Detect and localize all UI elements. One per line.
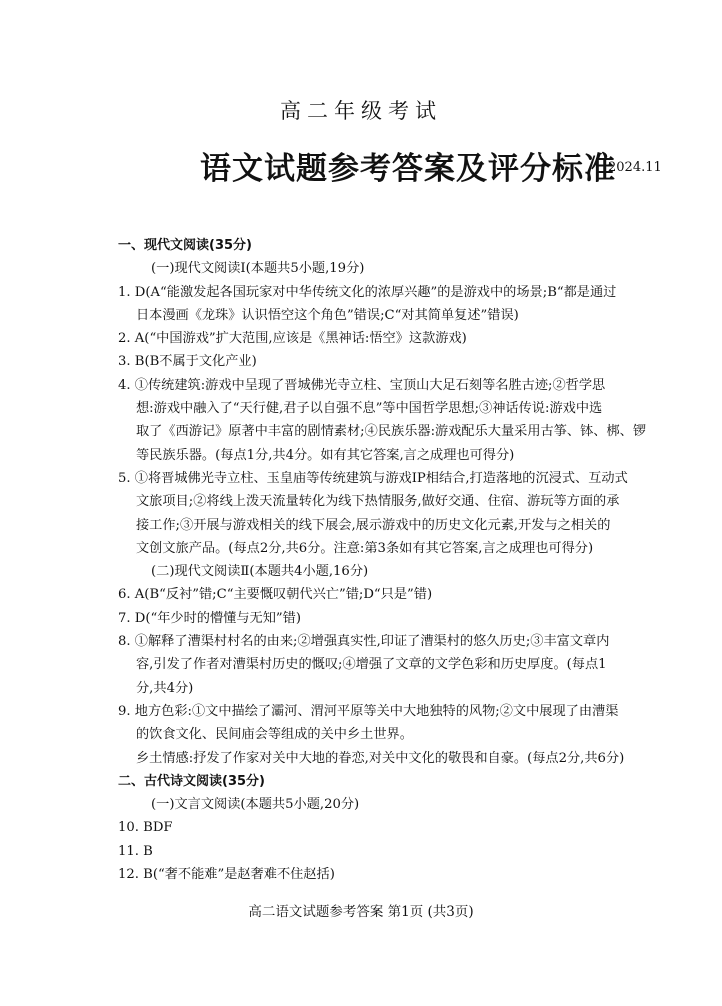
answer-line: 8. ①解释了漕渠村村名的由来;②增强真实性,印证了漕渠村的悠久历史;③丰富文章内 [118,634,610,650]
answer-line: 5. ①将晋城佛光寺立柱、玉皇庙等传统建筑与游戏IP相结合,打造落地的沉浸式、互动式 [118,470,628,486]
answer-line: 想:游戏中融入了“天行健,君子以自强不息”等中国哲学思想;③神话传说:游戏中选 [136,401,603,417]
section-heading: 一、现代文阅读(35分) [118,238,252,253]
answer-line: 10. BDF [118,820,173,836]
subsection-heading: (一)现代文阅读Ⅰ(本题共5小题,19分) [151,261,365,277]
section-heading: 二、古代诗文阅读(35分) [118,773,265,789]
answer-line: 9. 地方色彩:①文中描绘了灞河、渭河平原等关中大地独特的风物;②文中展现了由漕渠 [118,703,619,719]
answer-line: 的饮食文化、民间庙会等组成的关中乡土世界。 [136,727,413,743]
answer-line: 4. ①传统建筑:游戏中呈现了晋城佛光寺立柱、宝顶山大足石刻等名胜古迹;②哲学思 [118,377,606,393]
exam-subtitle: 高二年级考试 [280,99,442,123]
answer-line: 取了《西游记》原著中丰富的剧情素材;④民族乐器:游戏配乐大量采用古筝、钵、梆、锣 [136,424,647,440]
answer-line: 11. B [118,843,153,859]
answer-line: 文旅项目;②将线上泼天流量转化为线下热情服务,做好交通、住宿、游玩等方面的承 [136,494,620,510]
page-footer: 高二语文试题参考答案 第1页 (共3页) [248,904,474,920]
answer-line: 等民族乐器。(每点1分,共4分。如有其它答案,言之成理也可得分) [136,447,515,463]
answer-line: 容,引发了作者对漕渠村历史的慨叹;④增强了文章的文学色彩和历史厚度。(每点1 [136,657,607,673]
answer-line: 乡土情感:抒发了作家对关中大地的眷恋,对关中文化的敬畏和自豪。(每点2分,共6分) [136,750,625,766]
answer-content [118,234,658,886]
answer-line: 2. A(“中国游戏”扩大范围,应该是《黑神话:悟空》这款游戏) [118,331,467,347]
answer-line: 接工作;③开展与游戏相关的线下展会,展示游戏中的历史文化元素,开发与之相关的 [136,517,611,533]
answer-line: 1. D(A“能激发起各国玩家对中华传统文化的浓厚兴趣”的是游戏中的场景;B“都是通过 [118,284,617,300]
answer-line: 12. B(“奢不能难”是赵奢难不住赵括) [118,867,335,883]
answer-line: 分,共4分) [136,680,194,696]
answer-line: 日本漫画《龙珠》认识悟空这个角色”错误;C“对其简单复述”错误) [136,307,519,323]
answer-line: 7. D(“年少时的懵懂与无知”错) [118,610,301,626]
document-title: 语文试题参考答案及评分标准 [200,151,616,187]
answer-line: 6. A(B“反衬”错;C“主要慨叹朝代兴亡”错;D“只是”错) [118,587,433,603]
document-date: 2024.11 [608,160,662,175]
answer-line: 文创文旅产品。(每点2分,共6分。注意:第3条如有其它答案,言之成理也可得分) [136,540,594,556]
subsection-heading: (二)现代文阅读Ⅱ(本题共4小题,16分) [151,564,369,580]
answer-line: 3. B(B不属于文化产业) [118,354,257,370]
subsection-heading: (一)文言文阅读(本题共5小题,20分) [151,797,360,813]
